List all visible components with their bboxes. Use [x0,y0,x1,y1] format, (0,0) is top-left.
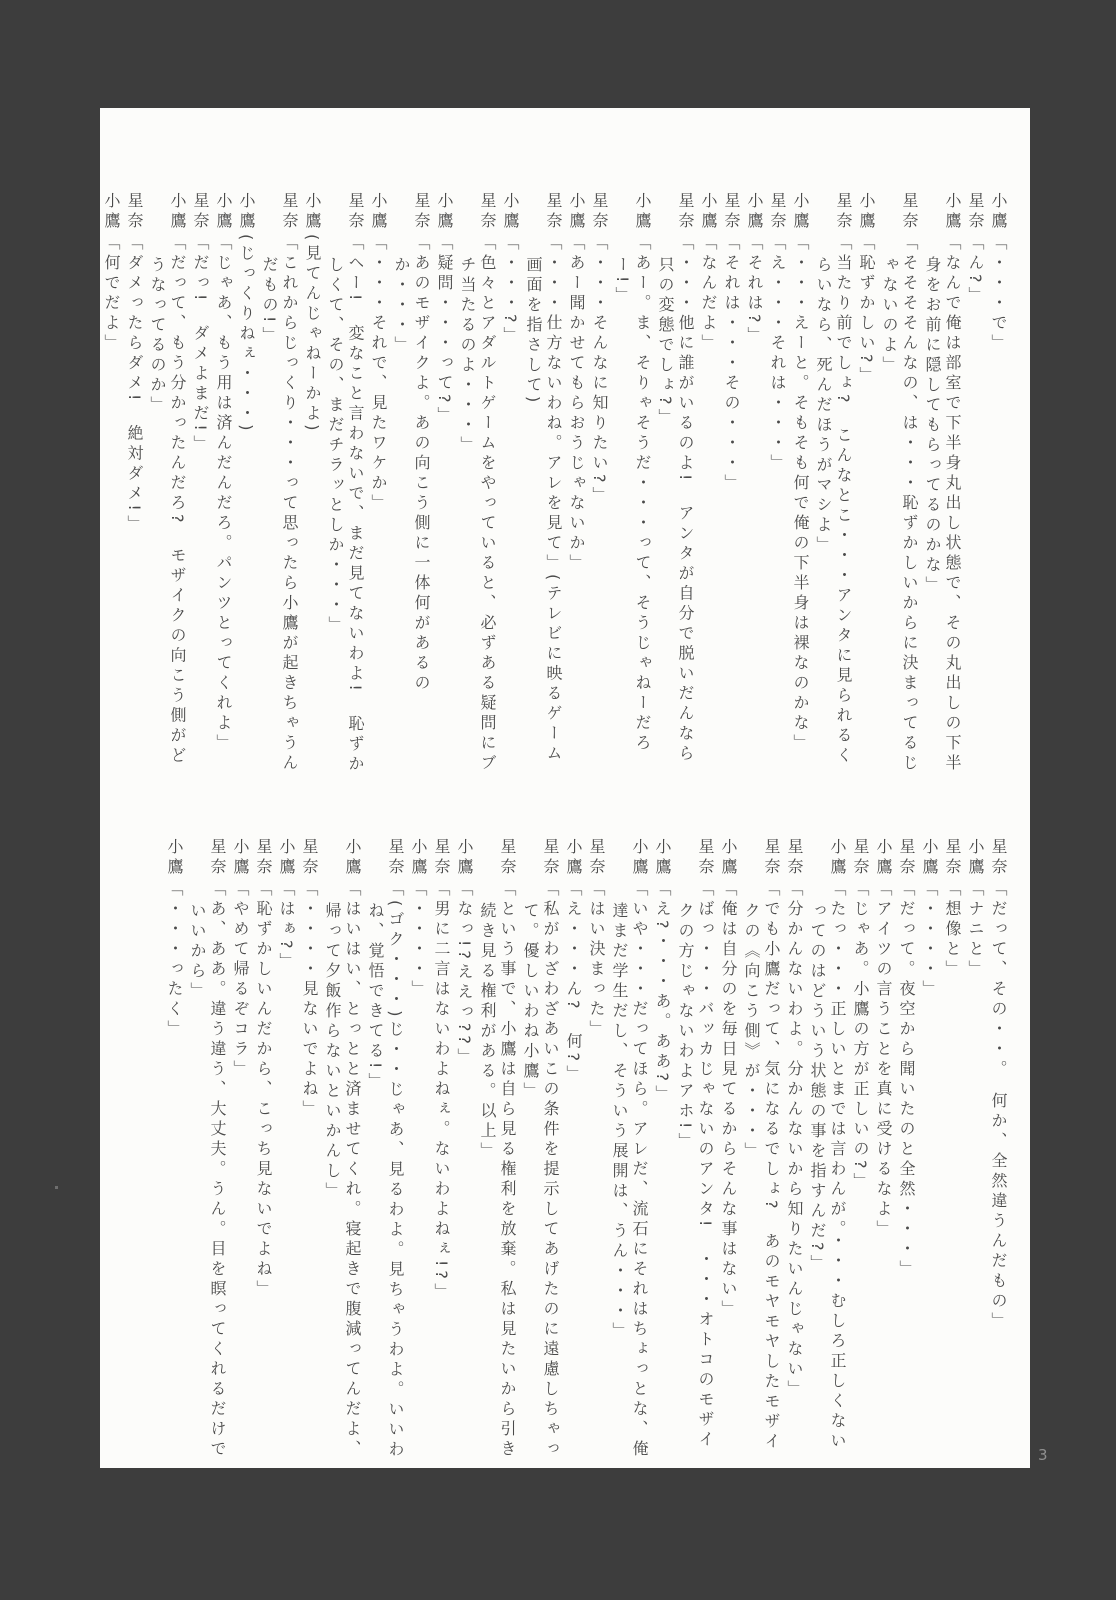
speaker-name: 小鷹 [455,838,474,878]
speaker-name: 小鷹 [874,838,893,878]
dialogue-text: 「・・・・」 [920,880,939,1000]
dialogue-text: 「だっ! ダメよまだ!」 [191,234,210,455]
dialogue-text: 「たっ・・・正しいとまでは言わんが。・・・むしろ正しくないってのはどういう状態の事を指すんだ?」 [808,880,847,1452]
dialogue-line [784,838,804,1468]
dialogue-line [236,192,256,784]
speaker-name: 星奈 [541,838,560,878]
speaker-name: 小鷹 [303,192,322,232]
dialogue-text: 「・・・・」 [409,880,428,1000]
dialogue-text: 「なんだよ」 [699,234,718,354]
dialogue-line [879,192,919,784]
speaker-name: 小鷹 [943,192,962,232]
speaker-name: 星奈 [768,192,787,232]
dialogue-line [566,192,586,784]
dialogue-text: 「じゃあ。小鷹の方が正しいの?」 [851,880,870,1193]
speaker-name: 星奈 [676,192,695,232]
dialogue-line [612,192,652,784]
speaker-name: 星奈 [125,192,144,232]
dialogue-text: 「え?・・・あ。ああ?」 [653,880,672,1105]
dialogue-text: (見てんじゃねーかよ) [303,234,322,435]
speaker-name: 星奈 [834,192,853,232]
dialogue-line [230,838,250,1468]
dialogue-line [431,838,451,1468]
dialogue-line [213,192,233,784]
dialogue-text: 「そそそそんなの、は・・・恥ずかしいからに決まってるじゃないのよ」 [880,234,919,774]
dialogue-text: 「恥ずかしいんだから、こっち見ないでよね」 [254,880,273,1300]
speaker-name: 小鷹 [567,192,586,232]
speaker-name: 小鷹 [501,192,520,232]
dialogue-line [675,838,715,1468]
dialogue-line [965,838,985,1468]
dialogue-text: 「あのモザイクよ。あの向こう側に一体何があるのか・・・」 [392,234,431,694]
dialogue-text: 「男に二言はないわよねぇ。ないわよねぇ!?」 [432,880,451,1303]
dialogue-text: 「これからじっくり・・・って思ったら小鷹が起きちゃうんだもの!」 [260,234,299,774]
dialogue-line [942,838,962,1468]
speaker-name: 星奈 [478,192,497,232]
dialogue-text: 「・・・えーと。そもそも何で俺の下半身は裸なのかな」 [791,234,810,754]
dialogue-line [919,838,939,1468]
dialogue-text: 「え・・・それは・・・」 [768,234,787,474]
dialogue-line [744,192,764,784]
dialogue-text: 「それは?」 [745,234,764,347]
dialogue-text: 「俺は自分のを毎日見てるからそんな事はない」 [719,880,738,1320]
dialogue-line [523,192,563,784]
dialogue-line [368,192,388,784]
speaker-name: 星奈 [254,838,273,878]
dialogue-line [302,192,322,784]
dialogue-text: 「分かんないわよ。分かんないから知りたいんじゃない」 [785,880,804,1400]
speaker-name: 小鷹 [920,838,939,878]
dialogue-text: 「・・・そんなに知りたい?」 [590,234,609,507]
dialogue-line [988,838,1008,1468]
dialogue-block-top [98,192,1008,784]
dialogue-text: 「あー。ま、そりゃそうだ・・・って、そうじゃねーだろー!」 [613,234,652,754]
dialogue-line [563,838,583,1468]
dialogue-line [813,192,853,784]
dialogue-text: 「疑問・・・って?」 [435,234,454,427]
dialogue-line [434,192,454,784]
dialogue-text: 「やめて帰るぞコラ」 [231,880,250,1080]
dialogue-text: 「何でだよ」 [102,234,121,354]
speaker-name: 小鷹 [231,838,250,878]
speaker-name: 小鷹 [857,192,876,232]
dialogue-line [767,192,787,784]
speaker-name: 小鷹 [102,192,121,232]
dialogue-text: 「でも小鷹だって、気になるでしょ? あのモヤモヤしたモザイクの《向こう側》が・・・」 [742,880,781,1453]
dialogue-text: 「・・・ったく」 [165,880,184,1040]
dialogue-line [190,192,210,784]
dialogue-line [253,838,273,1468]
dialogue-line [147,192,187,784]
speaker-name: 小鷹 [214,192,233,232]
dialogue-text: 「え・・・ん? 何?」 [564,880,583,1085]
speaker-name: 星奈 [386,838,405,878]
dialogue-block-bottom [161,838,1008,1468]
speaker-name: 小鷹 [409,838,428,878]
dialogue-text: 「ナニと」 [966,880,985,980]
dialogue-line [718,838,738,1468]
speaker-name: 星奈 [897,838,916,878]
dialogue-line [365,838,405,1468]
dialogue-line [965,192,985,784]
dialogue-line [322,838,362,1468]
dialogue-text: 「はぁ?」 [277,880,296,973]
speaker-name: 小鷹 [653,838,672,878]
speaker-name: 小鷹 [237,192,256,232]
speaker-name: 星奈 [943,838,962,878]
dialogue-line [586,838,606,1468]
dialogue-text: 「恥ずかしい?」 [857,234,876,387]
dialogue-line [500,192,520,784]
dialogue-line [652,838,672,1468]
speaker-name: 小鷹 [369,192,388,232]
dialogue-text: 「なんで俺は部室で下半身丸出し状態で、その丸出しの下半身をお前に隠してもらってるのかな」 [923,234,962,774]
speaker-name: 小鷹 [165,838,184,878]
dialogue-text: 「アイツの言うことを真に受けるなよ」 [874,880,893,1240]
speaker-name: 小鷹 [343,838,362,878]
speaker-name: 星奈 [412,192,431,232]
dialogue-line [276,838,296,1468]
dialogue-line [454,838,474,1468]
dialogue-line [988,192,1008,784]
speaker-name: 小鷹 [564,838,583,878]
dialogue-text: 「(ゴク・・・)じ・・じゃあ、見るわよ。見ちゃうわよ。いいわね、覚悟できてる!」 [366,880,405,1461]
dialogue-text: 「ん?」 [966,234,985,307]
dialogue-line [325,192,365,784]
speaker-name: 小鷹 [828,838,847,878]
dialogue-text: 「はい決まった」 [587,880,606,1040]
dialogue-line [589,192,609,784]
speaker-name: 星奈 [346,192,365,232]
speaker-name: 小鷹 [745,192,764,232]
dialogue-line [721,192,741,784]
page-number: 3 [1038,1446,1048,1464]
dialogue-text: 「それは・・・その・・・」 [722,234,741,494]
dialogue-text: 「だって。夜空から聞いたのと全然・・・」 [897,880,916,1280]
speaker-name: 星奈 [208,838,227,878]
speaker-name: 星奈 [851,838,870,878]
speaker-name: 星奈 [590,192,609,232]
dialogue-text: 「という事で、小鷹は自ら見る権利を放棄。私は見たいから引き続き見る権利がある。以上」 [478,880,517,1460]
speaker-name: 小鷹 [435,192,454,232]
speaker-name: 星奈 [989,838,1008,878]
dialogue-line [408,838,428,1468]
dialogue-line [391,192,431,784]
dialogue-line [741,838,781,1468]
dialogue-text: 「なっ!?ええっ??」 [455,880,474,1068]
dialogue-line [896,838,916,1468]
speaker-name: 小鷹 [791,192,810,232]
dialogue-text: 「いや・・・だってほら。アレだ、流石にそれはちょっとな、俺達まだ学生だし、そういう展開は、うん・・・」 [610,880,649,1460]
dialogue-text: 「・・・他に誰がいるのよ! アンタが自分で脱いだんなら只の変態でしょ?」 [656,234,695,765]
speaker-name: 星奈 [722,192,741,232]
speaker-name: 小鷹 [966,838,985,878]
dialogue-text: 「私がわざわざあいこの条件を提示してあげたのに遠慮しちゃって。優しいわね小鷹」 [521,880,560,1460]
dialogue-text: 「・・・仕方ないわね。アレを見て」(テレビに映るゲーム画面を指さして) [524,234,563,765]
dialogue-line [655,192,695,784]
speaker-name: 星奈 [785,838,804,878]
dialogue-text: 「・・・それで、見たワケか」 [369,234,388,514]
dialogue-line [698,192,718,784]
speaker-name: 星奈 [544,192,563,232]
speaker-name: 星奈 [191,192,210,232]
speaker-name: 星奈 [498,838,517,878]
page [100,108,1030,1468]
dialogue-line [922,192,962,784]
dialogue-text: 「当たり前でしょ? こんなとこ・・・アンタに見られるくらいなら、死んだほうがマシよ」 [814,234,853,767]
speaker-name: 小鷹 [989,192,1008,232]
dialogue-text: 「色々とアダルトゲームをやっていると、必ずある疑問にブチ当たるのよ・・・」 [458,234,497,774]
scan-artifact-dot [55,1186,58,1189]
dialogue-text: 「じゃあ、もう用は済んだんだろ。パンツとってくれよ」 [214,234,233,754]
dialogue-text: 「ヘー! 変なこと言わないで、まだ見てないわよ! 恥ずかしくて、その、まだチラッとしか・・・」 [326,234,365,775]
dialogue-text: 「だって、その・・。 何か、全然違うんだもの」 [989,880,1008,1332]
speaker-name: 星奈 [696,838,715,878]
speaker-name: 星奈 [280,192,299,232]
dialogue-line [520,838,560,1468]
speaker-name: 小鷹 [630,838,649,878]
dialogue-line [790,192,810,784]
dialogue-line [609,838,649,1468]
dialogue-text: 「想像と」 [943,880,962,980]
speaker-name: 星奈 [432,838,451,878]
speaker-name: 小鷹 [719,838,738,878]
speaker-name: 小鷹 [277,838,296,878]
dialogue-line [850,838,870,1468]
dialogue-text: 「ばっ・・・バッカじゃないのアンタ! ・・・オトコのモザイクの方じゃないわよアホ!」 [676,880,715,1451]
dialogue-text: 「あー聞かせてもらおうじゃないか」 [567,234,586,574]
dialogue-line [856,192,876,784]
dialogue-line [259,192,299,784]
speaker-name: 小鷹 [168,192,187,232]
speaker-name: 星奈 [762,838,781,878]
dialogue-line [187,838,227,1468]
dialogue-line [873,838,893,1468]
dialogue-text: 「だって、もう分かったんだろ? モザイクの向こう側がどうなってるのか」 [148,234,187,767]
speaker-name: 星奈 [966,192,985,232]
speaker-name: 小鷹 [699,192,718,232]
dialogue-line [477,838,517,1468]
dialogue-line [164,838,184,1468]
dialogue-text: 「はいはい、とっとと済ませてくれ。寝起きで腹減ってんだよ、帰って夕飯作らないといかんし」 [323,880,362,1460]
dialogue-line [457,192,497,784]
speaker-name: 星奈 [300,838,319,878]
dialogue-line [807,838,847,1468]
dialogue-line [101,192,121,784]
speaker-name: 星奈 [587,838,606,878]
dialogue-text: 「・・・で」 [989,234,1008,354]
dialogue-text: 「・・・?」 [501,234,520,347]
dialogue-line [124,192,144,784]
speaker-name: 星奈 [900,192,919,232]
dialogue-text: 「あ、ああ。違う違う、大丈夫。うん。目を瞑ってくれるだけでいいから」 [188,880,227,1460]
dialogue-text: 「ダメったらダメ! 絶対ダメ!」 [125,234,144,535]
dialogue-line [299,838,319,1468]
speaker-name: 小鷹 [633,192,652,232]
dialogue-text: 「・・・・見ないでよね」 [300,880,319,1120]
dialogue-text: (じっくりねぇ・・・) [237,234,256,435]
